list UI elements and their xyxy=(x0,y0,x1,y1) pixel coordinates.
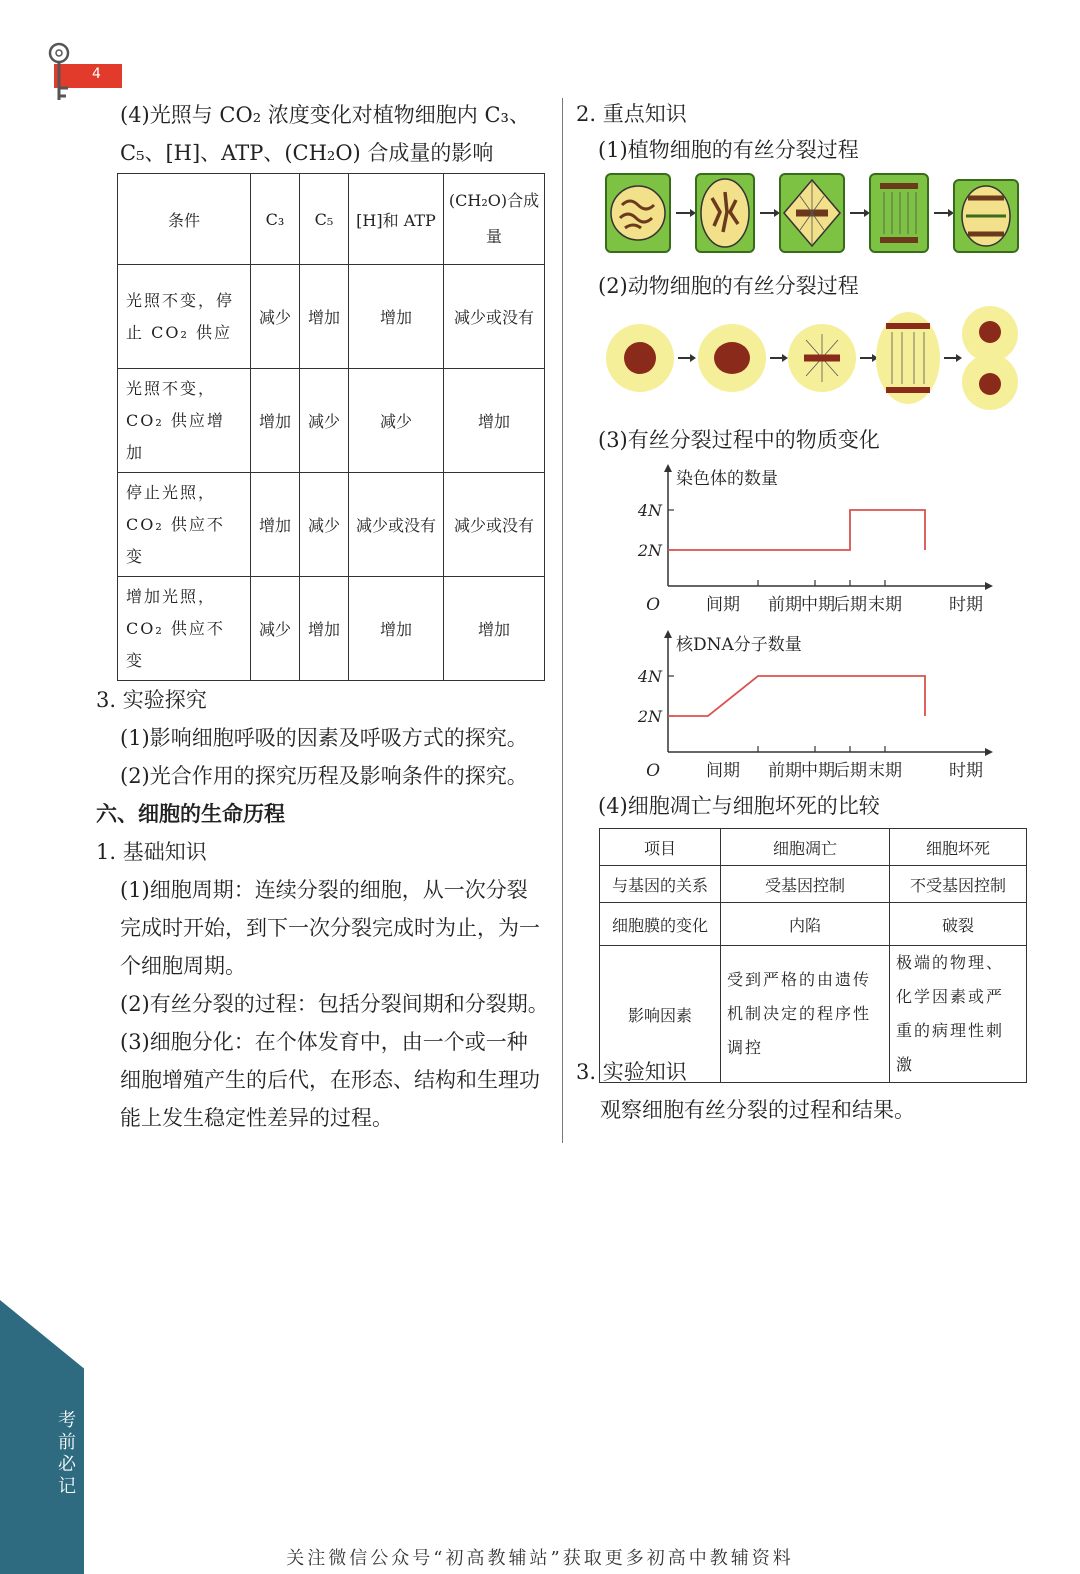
x-tick-label: 后期 xyxy=(833,761,867,781)
y-tick-label: 4N xyxy=(637,501,662,520)
series-line xyxy=(668,676,925,716)
y-axis-label: 染色体的数量 xyxy=(676,469,778,489)
table-header: 项目 xyxy=(600,829,721,866)
table-cell: 减少 xyxy=(251,577,300,681)
table-cell: 光照不变，CO₂ 供应增加 xyxy=(118,369,251,473)
y-tick-label: 4N xyxy=(637,667,662,686)
animal-cell-prophase xyxy=(698,324,766,392)
table-header: (CH₂O)合成量 xyxy=(444,174,545,265)
table-cell: 影响因素 xyxy=(600,946,721,1083)
table-cell: 增加 xyxy=(349,577,444,681)
table-cell: 内陷 xyxy=(721,903,890,946)
table-cell: 增加 xyxy=(300,265,349,369)
list-item: (2)光合作用的探究历程及影响条件的探究。 xyxy=(120,764,528,788)
heading-light-co2: (4)光照与 CO₂ 浓度变化对植物细胞内 C₃、C₅、[H]、ATP、(CH₂O) 合成量的影响 xyxy=(120,103,530,165)
x-tick-label: 间期 xyxy=(706,761,740,781)
x-tick-label: 中期 xyxy=(801,761,835,781)
paragraph-line: 个细胞周期。 xyxy=(120,954,246,978)
paragraph-line: 能上发生稳定性差异的过程。 xyxy=(120,1106,393,1130)
left-column xyxy=(96,96,556,172)
table-cell: 减少或没有 xyxy=(444,265,545,369)
x-tick-label: 前期 xyxy=(768,761,802,781)
table-header: 条件 xyxy=(118,174,251,265)
origin-label: O xyxy=(646,761,660,781)
footer-text: 关注微信公众号“初高教辅站”获取更多初高中教辅资料 xyxy=(286,1548,794,1569)
paragraph-line: 观察细胞有丝分裂的过程和结果。 xyxy=(600,1098,915,1122)
table-cell: 减少或没有 xyxy=(444,473,545,577)
chapter-title: 六、细胞的生命历程 xyxy=(96,801,285,826)
paragraph-line: (1)细胞周期：连续分裂的细胞，从一次分裂 xyxy=(120,878,528,902)
column-divider xyxy=(562,98,563,1143)
x-tick-label: 后期 xyxy=(833,595,867,615)
table-cell: 停止光照，CO₂ 供应不变 xyxy=(118,473,251,577)
table-header: 细胞坏死 xyxy=(890,829,1027,866)
section-title: 3. 实验知识 xyxy=(576,1060,687,1084)
animal-cell-anaphase xyxy=(876,312,940,404)
light-co2-table xyxy=(117,173,545,681)
animal-mitosis-diagram xyxy=(600,304,1024,412)
table-cell: 光照不变，停止 CO₂ 供应 xyxy=(118,265,251,369)
paragraph-line: (3)细胞分化：在个体发育中，由一个或一种 xyxy=(120,1030,528,1054)
plant-cell-anaphase xyxy=(870,174,928,252)
table-cell: 减少 xyxy=(300,473,349,577)
y-axis-arrow xyxy=(664,630,672,638)
x-tick-label: 前期 xyxy=(768,595,802,615)
paragraph-line: 细胞增殖产生的后代，在形态、结构和生理功 xyxy=(120,1068,540,1092)
x-axis-label: 时期 xyxy=(949,761,983,781)
x-tick-label: 末期 xyxy=(868,761,902,781)
subsection-title: (4)细胞凋亡与细胞坏死的比较 xyxy=(598,794,880,818)
y-tick-label: 2N xyxy=(637,541,662,560)
x-axis-label: 时期 xyxy=(949,595,983,615)
origin-label: O xyxy=(646,595,660,615)
plant-cell-telophase xyxy=(954,180,1018,252)
animal-cell-telophase xyxy=(962,306,1018,410)
subsection-title: (1)植物细胞的有丝分裂过程 xyxy=(598,138,859,162)
table-cell: 细胞膜的变化 xyxy=(600,903,721,946)
table-header: C₃ xyxy=(251,174,300,265)
table-cell: 与基因的关系 xyxy=(600,866,721,903)
key-icon xyxy=(42,42,76,104)
table-cell: 增加 xyxy=(444,577,545,681)
paragraph-line: 完成时开始，到下一次分裂完成时为止，为一 xyxy=(120,916,540,940)
plant-mitosis-diagram xyxy=(600,170,1024,258)
y-axis-label: 核DNA分子数量 xyxy=(676,635,802,655)
table-cell: 不受基因控制 xyxy=(890,866,1027,903)
table-cell: 受到严格的由遗传机制决定的程序性调控 xyxy=(721,946,890,1083)
chromosome-chart xyxy=(630,460,1000,620)
plant-cell-metaphase xyxy=(780,174,844,252)
plant-cell-prophase xyxy=(696,174,754,252)
animal-cell-metaphase xyxy=(788,324,856,392)
paragraph-line: (2)有丝分裂的过程：包括分裂间期和分裂期。 xyxy=(120,992,549,1016)
table-cell: 极端的物理、化学因素或严重的病理性刺激 xyxy=(890,946,1027,1083)
table-cell: 减少或没有 xyxy=(349,473,444,577)
section-title: 1. 基础知识 xyxy=(96,840,207,864)
animal-cell-interphase xyxy=(606,324,674,392)
subsection-title: (2)动物细胞的有丝分裂过程 xyxy=(598,274,859,298)
dna-chart xyxy=(630,626,1000,786)
table-header: 细胞凋亡 xyxy=(721,829,890,866)
x-axis-arrow xyxy=(985,748,993,756)
table-cell: 增加 xyxy=(300,577,349,681)
y-tick-label: 2N xyxy=(637,707,662,726)
table-cell: 增加 xyxy=(251,369,300,473)
section-title: 2. 重点知识 xyxy=(576,102,687,126)
table-cell: 受基因控制 xyxy=(721,866,890,903)
y-axis-arrow xyxy=(664,464,672,472)
table-header: [H]和 ATP xyxy=(349,174,444,265)
x-tick-label: 间期 xyxy=(706,595,740,615)
table-cell: 减少 xyxy=(300,369,349,473)
x-tick-label: 末期 xyxy=(868,595,902,615)
series-line xyxy=(668,510,925,550)
sidebar-label: 考前必记 xyxy=(58,1410,76,1497)
table-cell: 减少 xyxy=(349,369,444,473)
list-item: (1)影响细胞呼吸的因素及呼吸方式的探究。 xyxy=(120,726,528,750)
apoptosis-necrosis-table xyxy=(599,828,1027,1083)
left-lower-text xyxy=(96,681,556,1137)
table-cell: 增加 xyxy=(349,265,444,369)
table-cell: 减少 xyxy=(251,265,300,369)
x-tick-label: 中期 xyxy=(801,595,835,615)
subsection-title: (3)有丝分裂过程中的物质变化 xyxy=(598,428,880,452)
table-cell: 增加 xyxy=(444,369,545,473)
section-title: 3. 实验探究 xyxy=(96,688,207,712)
table-cell: 增加光照，CO₂ 供应不变 xyxy=(118,577,251,681)
table-cell: 增加 xyxy=(251,473,300,577)
plant-cell-interphase xyxy=(606,174,670,252)
page-number: 4 xyxy=(92,66,101,82)
table-header: C₅ xyxy=(300,174,349,265)
x-axis-arrow xyxy=(985,582,993,590)
table-cell: 破裂 xyxy=(890,903,1027,946)
